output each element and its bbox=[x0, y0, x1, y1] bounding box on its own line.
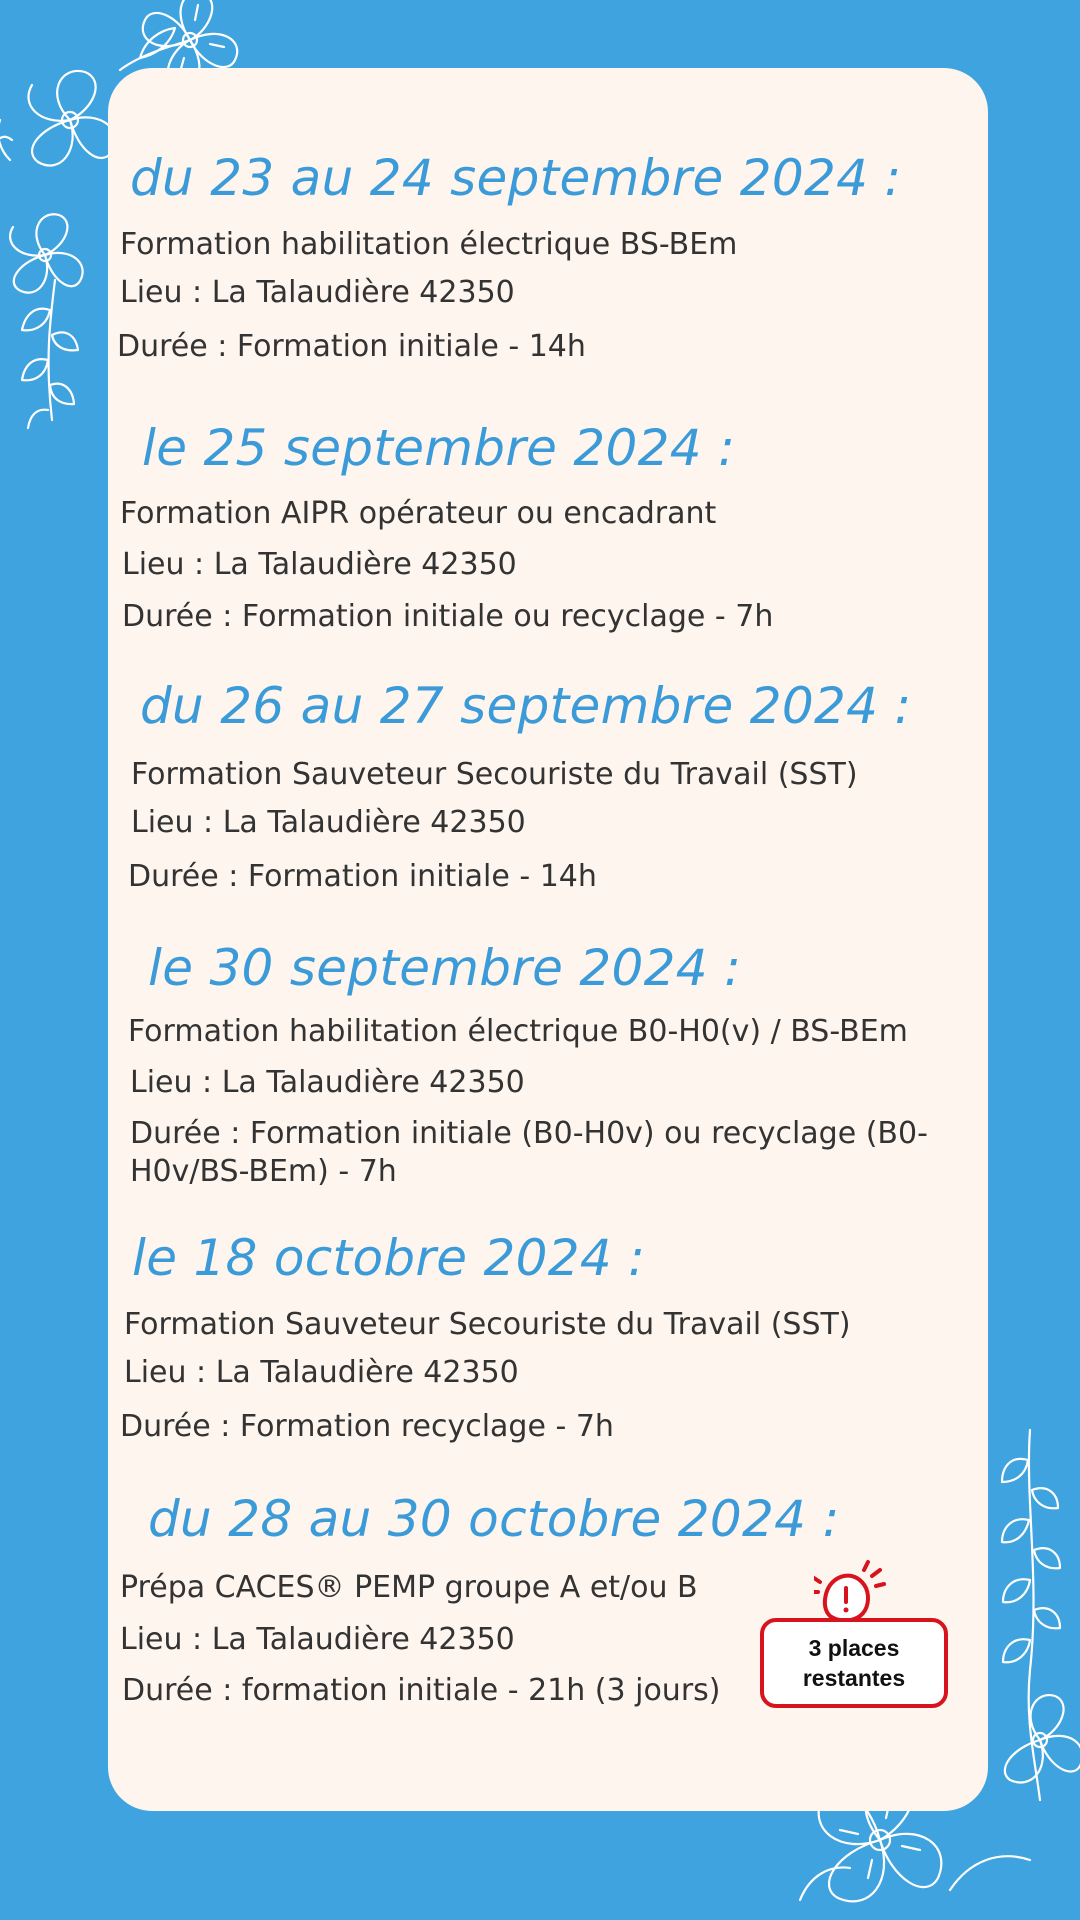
event-location-1 bbox=[120, 274, 515, 312]
event-duration-3 bbox=[128, 858, 597, 896]
event-block-1 bbox=[130, 148, 902, 208]
event-location-3 bbox=[131, 804, 526, 842]
event-block-6 bbox=[148, 1489, 840, 1549]
event-location: Lieu : La Talaudière 42350 bbox=[130, 1065, 525, 1100]
event-details-5 bbox=[124, 1306, 851, 1344]
event-training-title: Formation AIPR opérateur ou encadrant bbox=[120, 496, 717, 531]
event-block-3 bbox=[140, 676, 912, 736]
event-duration-4 bbox=[130, 1115, 950, 1191]
event-duration: Durée : Formation initiale - 14h bbox=[128, 859, 597, 894]
event-location: Lieu : La Talaudière 42350 bbox=[122, 547, 517, 582]
event-location: Lieu : La Talaudière 42350 bbox=[124, 1355, 519, 1390]
event-training-title: Formation Sauveteur Secouriste du Travail (SST) bbox=[124, 1307, 851, 1342]
remaining-places-box bbox=[760, 1618, 948, 1708]
remaining-places-badge bbox=[760, 1560, 950, 1710]
event-date-heading: le 30 septembre 2024 : bbox=[148, 939, 742, 997]
event-date-heading: le 18 octobre 2024 : bbox=[132, 1229, 646, 1287]
event-duration: Durée : Formation recyclage - 7h bbox=[120, 1409, 614, 1444]
event-block-5 bbox=[132, 1228, 645, 1288]
event-training-title: Formation Sauveteur Secouriste du Travail (SST) bbox=[131, 757, 858, 792]
event-date-heading: le 25 septembre 2024 : bbox=[142, 419, 736, 477]
event-details-2 bbox=[120, 495, 716, 533]
event-duration-6 bbox=[122, 1672, 721, 1710]
event-date-heading: du 28 au 30 octobre 2024 : bbox=[148, 1490, 840, 1548]
event-duration: Durée : Formation initiale (B0-H0v) ou recyclage (B0-H0v/BS-BEm) - 7h bbox=[130, 1116, 928, 1189]
event-duration: Durée : formation initiale - 21h (3 jours) bbox=[122, 1673, 721, 1708]
badge-line-1: 3 places bbox=[808, 1635, 900, 1661]
event-location: Lieu : La Talaudière 42350 bbox=[120, 275, 515, 310]
event-duration-1 bbox=[117, 328, 586, 366]
event-block-2 bbox=[142, 418, 735, 478]
badge-line-2: restantes bbox=[802, 1665, 906, 1691]
event-duration: Durée : Formation initiale ou recyclage - 7h bbox=[122, 599, 774, 634]
event-duration-2 bbox=[122, 598, 773, 636]
event-location: Lieu : La Talaudière 42350 bbox=[120, 1622, 515, 1657]
event-training-title: Prépa CACES® PEMP groupe A et/ou B bbox=[120, 1570, 698, 1605]
event-details-1 bbox=[120, 226, 737, 264]
event-block-4 bbox=[148, 938, 741, 998]
event-training-title: Formation habilitation électrique BS-BEm bbox=[120, 227, 738, 262]
event-location-4 bbox=[130, 1064, 525, 1102]
event-location-2 bbox=[122, 546, 517, 584]
event-location-5 bbox=[124, 1354, 519, 1392]
event-details-4 bbox=[128, 1013, 908, 1051]
event-location-6 bbox=[120, 1621, 515, 1659]
event-duration-5 bbox=[120, 1408, 614, 1446]
event-details-3 bbox=[131, 756, 858, 794]
event-details-6 bbox=[120, 1569, 698, 1607]
event-training-title: Formation habilitation électrique B0-H0(v) / BS-BEm bbox=[128, 1014, 908, 1049]
event-duration: Durée : Formation initiale - 14h bbox=[117, 329, 586, 364]
event-location: Lieu : La Talaudière 42350 bbox=[131, 805, 526, 840]
event-date-heading: du 23 au 24 septembre 2024 : bbox=[130, 149, 902, 207]
event-date-heading: du 26 au 27 septembre 2024 : bbox=[140, 677, 912, 735]
